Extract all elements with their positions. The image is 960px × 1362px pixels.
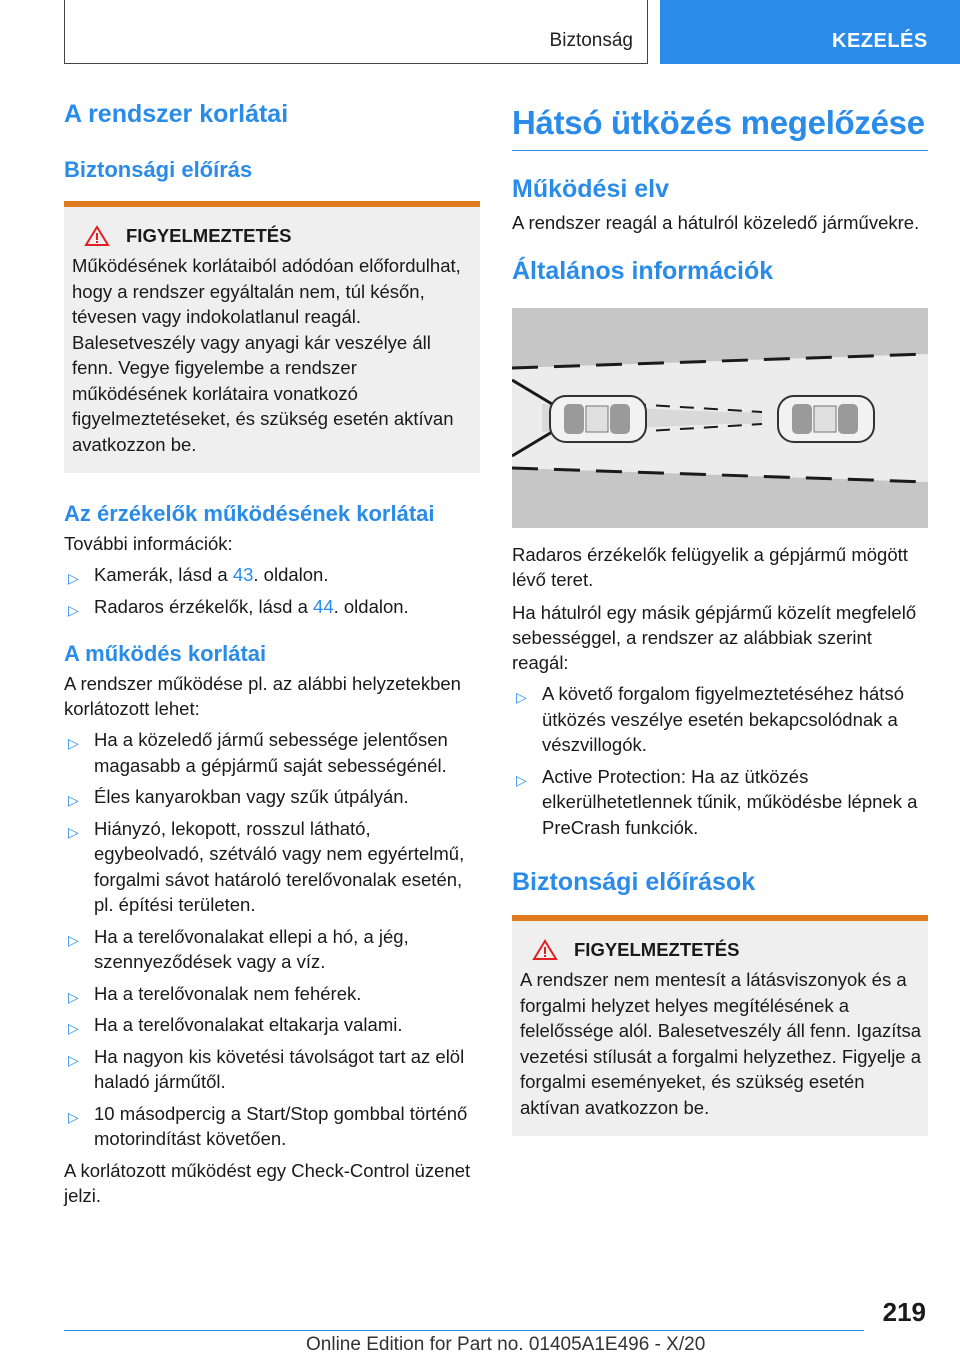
warning-box <box>64 201 480 473</box>
warning-title: FIGYELMEZTETÉS <box>520 939 922 961</box>
list-item: ▷ Éles kanyarokban vagy szűk útpályán. <box>64 784 480 810</box>
list-item: ▷ Hiányzó, lekopott, rosszul látható, egybeolvadó, szétváló vagy nem egyértelmű, forgalmi sávot határoló terelővonalak esetén, pl. építési területen. <box>68 817 465 915</box>
list-item: ▷ Active Protection: Ha az ütközés elkerülhetetlennek tűnik, működésbe lépnek a PreCrash funkciók. <box>516 765 918 838</box>
bullet-triangle-icon: ▷ <box>68 931 79 948</box>
bullet-triangle-icon: ▷ <box>68 601 79 618</box>
safety-heading: Biztonsági előírás <box>64 157 253 182</box>
chapter-title: KEZELÉS <box>832 30 928 52</box>
page-link[interactable]: 44 <box>313 595 334 617</box>
rear-collision-figure <box>512 308 928 528</box>
bullet-triangle-icon: ▷ <box>68 1020 79 1036</box>
bullet-triangle-icon: ▷ <box>516 689 527 705</box>
bullet-triangle-icon: ▷ <box>68 823 79 840</box>
own-car-icon <box>778 396 874 442</box>
general-heading: Általános információk <box>512 257 774 285</box>
section-title: Biztonság <box>549 30 633 51</box>
general-paragraph-2: Ha hátulról egy másik gépjármű közelít megfelelő sebességgel, a rendszer az alábbiak szerint reagál: <box>512 602 917 673</box>
list-item: ▷ Kamerák, lásd a 43. oldalon. <box>64 562 480 588</box>
safety-precautions-heading: Biztonsági előírások <box>512 868 756 896</box>
warning-title: FIGYELMEZTETÉS <box>72 225 474 247</box>
warning-text: Működésének korlátaiból adódóan előfordulhat, hogy a rendszer egyáltalán nem, túl későn, tévesen vagy indokolatlanul reagál. Balesetveszély vagy anyagi kár veszélye áll fenn. Vegye figyelembe a rendszer működésének korlátaira vonatkozó figyelmeztetéseket, és szükség esetén aktívan avatkozzon be. <box>72 255 461 455</box>
limits-list <box>64 727 480 1152</box>
bullet-triangle-icon: ▷ <box>68 735 79 751</box>
list-item: ▷ Ha nagyon kis követési távolságot tart az elöl haladó járműtől. <box>68 1045 465 1092</box>
bullet-triangle-icon: ▷ <box>68 1051 79 1068</box>
general-paragraph-1: Radaros érzékelők felügyelik a gépjármű mögött lévő teret. <box>512 544 908 590</box>
list-item: ▷ Radaros érzékelők, lásd a 44. oldalon. <box>64 594 480 620</box>
list-item: ▷ 10 másodpercig a Start/Stop gombbal történő motorindítást követően. <box>68 1102 468 1149</box>
principle-text: A rendszer reagál a hátulról közeledő járművekre. <box>512 212 920 233</box>
limits-outro: A korlátozott működést egy Check-Control üzenet jelzi. <box>64 1159 471 1206</box>
list-item: ▷ Ha a közeledő jármű sebessége jelentősen magasabb a gépjármű saját sebességénél. <box>68 729 448 776</box>
footer-edition: Online Edition for Part no. 01405A1E496 - X/20 <box>306 1334 706 1355</box>
principle-heading: Működési elv <box>512 175 669 203</box>
limits-page-title: A rendszer korlátai <box>64 100 289 128</box>
list-item: ▷ Ha a terelővonalak nem fehérek. <box>64 981 480 1007</box>
rear-car-icon <box>550 396 646 442</box>
limits-intro: A rendszer működése pl. az alábbi helyzetekben korlátozott lehet: <box>64 673 461 719</box>
sensors-list <box>64 562 480 619</box>
list-item: ▷ Ha a terelővonalakat ellepi a hó, a jég, szennyeződések vagy a víz. <box>68 925 409 972</box>
warning-text: A rendszer nem mentesít a látásviszonyok és a forgalmi helyzet helyes megítélésének a felelőssége alól. Balesetveszély áll fenn. Igazítsa vezetési stílusát a forgalmi helyzethez. Figyelje a forgalmi eseményeket, és szükség esetén aktívan avatkozzon be. <box>520 969 922 1118</box>
left-column <box>64 100 480 1208</box>
road-illustration <box>512 308 928 528</box>
warning-triangle-icon <box>532 939 558 961</box>
bullet-triangle-icon: ▷ <box>68 792 79 808</box>
general-list <box>512 681 928 840</box>
right-column <box>512 100 928 1136</box>
sensors-intro: További információk: <box>64 533 233 554</box>
bullet-triangle-icon: ▷ <box>68 1108 79 1125</box>
page-number: 219 <box>882 1297 926 1327</box>
warning-box <box>512 915 928 1136</box>
sensors-heading: Az érzékelők működésének korlátai <box>64 501 435 526</box>
limits-heading: A működés korlátai <box>64 641 267 666</box>
list-item: ▷ A követő forgalom figyelmeztetéséhez hátsó ütközés veszélye esetén bekapcsolódnak a vészvillogók. <box>516 683 904 755</box>
warning-triangle-icon <box>84 225 110 247</box>
footer-divider <box>64 1330 864 1331</box>
bullet-triangle-icon: ▷ <box>68 570 79 586</box>
bullet-triangle-icon: ▷ <box>68 988 79 1005</box>
page-link[interactable]: 43 <box>232 564 254 585</box>
header-section-box <box>64 0 648 64</box>
bullet-triangle-icon: ▷ <box>516 771 527 788</box>
list-item: ▷ Ha a terelővonalakat eltakarja valami. <box>64 1012 480 1038</box>
page-title: Hátsó ütközés megelőzése <box>512 100 928 151</box>
header-chapter-tab <box>660 0 960 64</box>
